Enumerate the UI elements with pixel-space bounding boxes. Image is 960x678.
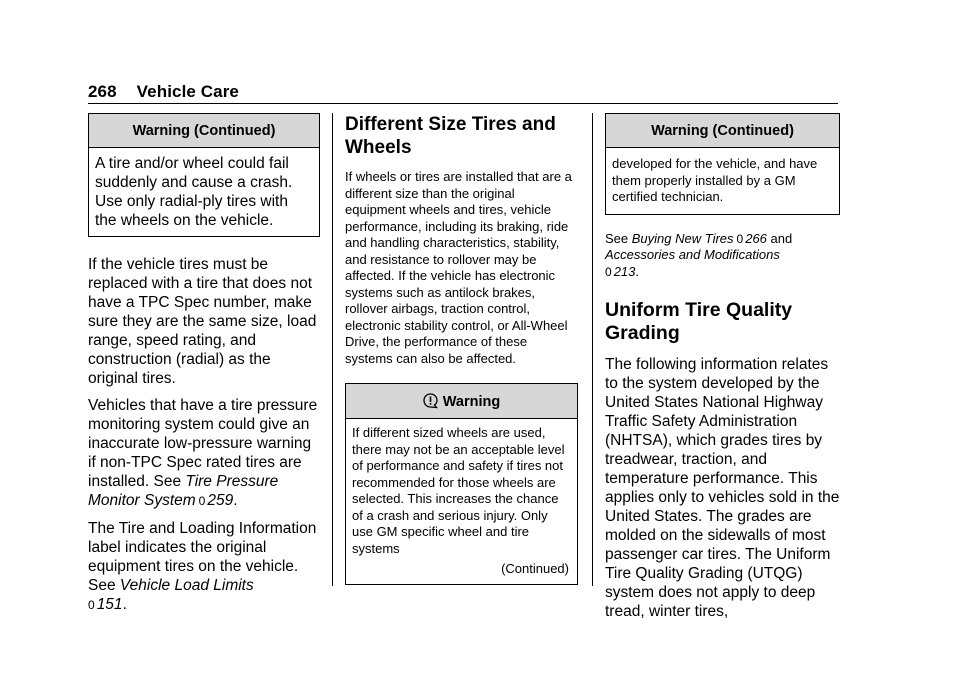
warning-continued-box [605, 113, 840, 215]
paragraph: The following information relates to the system developed by the United States National Highway Traffic Safety Administration (NHTSA), which grades tires by treadwear, traction, and temperature performance. This applies only to vehicles sold in the United States. The grades are molded on the sidewalls of most passenger car tires. The Uniform Tire Quality Grading (UTQG) system does not apply to deep tread, winter tires, [605, 356, 840, 620]
column-right [605, 113, 840, 621]
page-ref-number[interactable]: 259 [207, 492, 234, 509]
page-ref-icon: 0 [198, 494, 206, 508]
see-also-paragraph: See Buying New Tires 0 266 and Accessories and Modifications 0 213. [605, 230, 793, 279]
section-heading: Uniform Tire Quality Grading [605, 299, 793, 344]
warning-box-title: Warning [442, 394, 501, 410]
warning-box-header [346, 384, 577, 419]
page-ref-number[interactable]: 213 [613, 263, 636, 279]
cross-reference-link[interactable]: Tire Pressure Monitor System [88, 473, 279, 509]
continued-label: (Continued) [501, 561, 569, 576]
column-divider [592, 113, 593, 586]
cross-reference-link[interactable]: Accessories and Modifications [605, 247, 780, 262]
page-ref-number[interactable]: 266 [745, 230, 767, 246]
column-middle [345, 113, 578, 585]
paragraph: If the vehicle tires must be replaced with a tire that does not have a TPC Spec number, make sure they are the same size, load range, speed rating, and construction (radial) as the original tires. [88, 256, 317, 387]
warning-box-text: A tire and/or wheel could fail suddenly and cause a crash. Use only radial-ply tires with the wheels on the vehicle. [95, 155, 293, 229]
column-left [88, 113, 320, 615]
warning-continued-box [88, 113, 320, 237]
cross-reference-link[interactable]: Vehicle Load Limits [119, 577, 254, 594]
page-number: 268 [88, 82, 117, 101]
warning-box-body [346, 419, 577, 584]
warning-box [345, 383, 578, 585]
paragraph: The Tire and Loading Information label indicates the original equipment tires on the vehicle. See Vehicle Load Limits 0 151. [88, 520, 317, 613]
warning-box-title: Warning (Continued) [89, 114, 319, 148]
warning-box-text: If different sized wheels are used, there may not be an acceptable level of performance and safety if tires not recommended for those wheels are selected. This increases the chance of a crash and serious injury. Only use GM specific wheel and tire systems [352, 425, 565, 556]
header-rule [88, 103, 838, 104]
page-header [88, 82, 239, 102]
page-ref-icon: 0 [605, 264, 612, 279]
warning-box-text: developed for the vehicle, and have them properly installed by a GM certified technician. [612, 156, 818, 204]
page-ref-icon: 0 [88, 598, 95, 612]
paragraph: Vehicles that have a tire pressure monitoring system could give an inaccurate low-pressure warning if non-TPC Spec rated tires are installed. See Tire Pressure Monitor System 0 259. [88, 397, 318, 509]
cross-reference-link[interactable]: Buying New Tires [631, 230, 734, 246]
page-ref-icon: 0 [736, 231, 744, 246]
paragraph: If wheels or tires are installed that are a different size than the original equipment wheels and tires, vehicle performance, including its braking, ride and handling characteristics, stability, and resistance to rollover may be affected. If the vehicle has electronic systems such as antilock brakes, rollover airbags, traction control, electronic stability control, or All-Wheel Drive, the performance of these systems can also be affected. [345, 169, 572, 366]
warning-box-title: Warning (Continued) [606, 114, 839, 148]
warning-icon [423, 393, 438, 409]
page-ref-number[interactable]: 151 [96, 596, 123, 613]
section-title: Vehicle Care [136, 82, 239, 101]
column-divider [332, 113, 333, 586]
section-heading: Different Size Tires and Wheels [345, 114, 556, 158]
